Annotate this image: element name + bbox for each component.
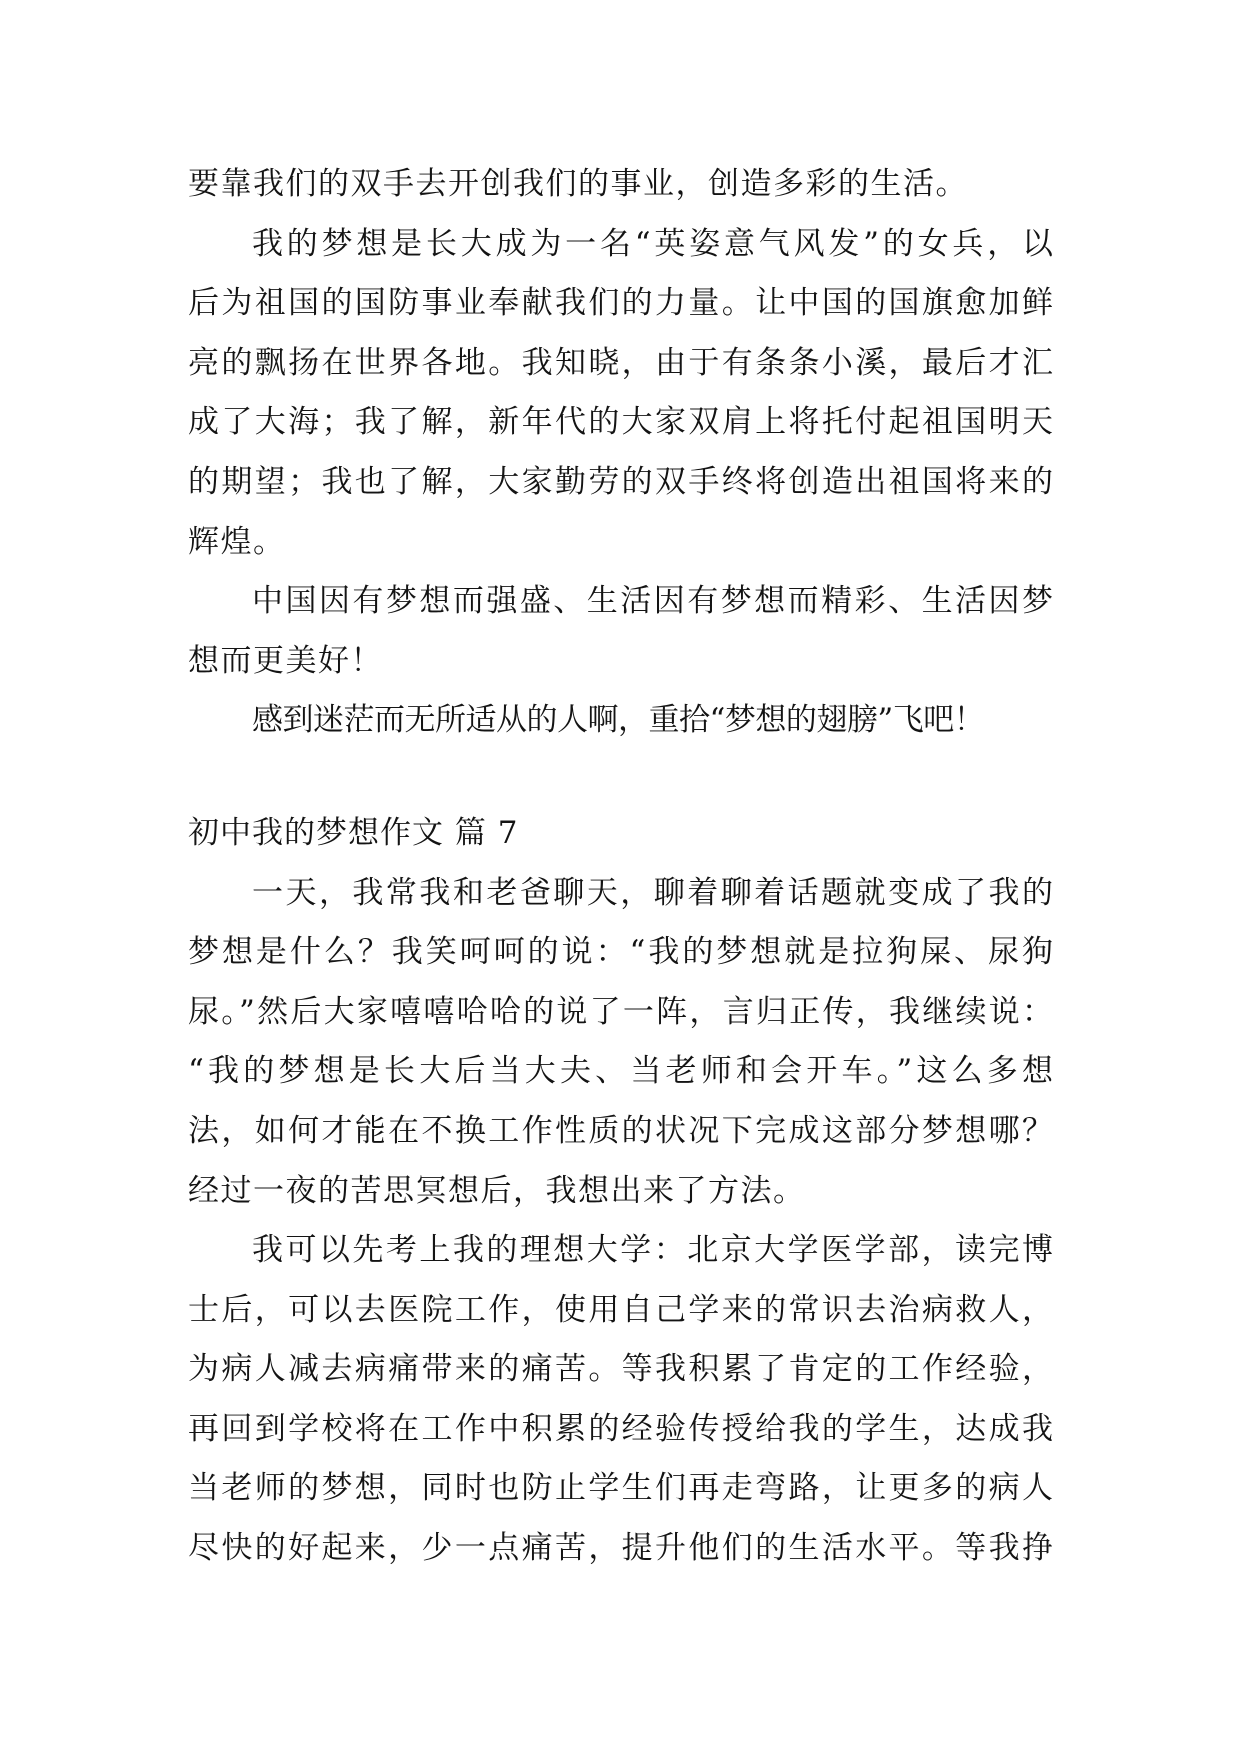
text-line: 尿。”然后大家嘻嘻哈哈的说了一阵，言归正传，我继续说： <box>188 993 1053 1030</box>
text-line: 为病人减去病痛带来的痛苦。等我积累了肯定的工作经验， <box>188 1351 1053 1388</box>
text-line: 再回到学校将在工作中积累的经验传授给我的学生，达成我 <box>188 1410 1053 1447</box>
page-content <box>188 155 1053 1579</box>
text-line: 亮的飘扬在世界各地。我知晓，由于有条条小溪，最后才汇 <box>188 344 1053 381</box>
paragraph <box>188 155 1053 215</box>
paragraph <box>188 215 1053 573</box>
paragraph <box>188 572 1053 691</box>
text-line: “我的梦想是长大后当大夫、当老师和会开车。”这么多想 <box>188 1053 1053 1090</box>
text-line: 成了大海；我了解，新年代的大家双肩上将托付起祖国明天 <box>188 404 1053 441</box>
text-line: 中国因有梦想而强盛、生活因有梦想而精彩、生活因梦 <box>252 583 1053 620</box>
text-line: 尽快的好起来，少一点痛苦，提升他们的生活水平。等我挣 <box>188 1530 1053 1567</box>
text-line: 后为祖国的国防事业奉献我们的力量。让中国的国旗愈加鲜 <box>188 285 1053 322</box>
text-line: 我的梦想是长大成为一名“英姿意气风发”的女兵，以 <box>252 225 1053 262</box>
text-line: 要靠我们的双手去开创我们的事业，创造多彩的生活。 <box>188 166 968 202</box>
text-line: 辉煌。 <box>188 523 286 560</box>
text-line: 经过一夜的苦思冥想后，我想出来了方法。 <box>188 1172 806 1209</box>
section-heading: 初中我的梦想作文 篇 7 <box>188 814 519 851</box>
paragraph <box>188 691 1053 751</box>
text-line: 法，如何才能在不换工作性质的状况下完成这部分梦想哪？ <box>188 1112 1053 1149</box>
text-line: 梦想是什么？我笑呵呵的说：“我的梦想就是拉狗屎、尿狗 <box>188 934 1053 971</box>
paragraph <box>188 1221 1053 1579</box>
text-line: 当老师的梦想，同时也防止学生们再走弯路，让更多的病人 <box>188 1470 1053 1507</box>
text-line: 的期望；我也了解，大家勤劳的双手终将创造出祖国将来的 <box>188 463 1053 500</box>
text-line: 我可以先考上我的理想大学：北京大学医学部，读完博 <box>252 1232 1053 1269</box>
paragraph <box>188 864 1053 1222</box>
text-line: 想而更美好！ <box>188 642 383 679</box>
text-line: 士后，可以去医院工作，使用自己学来的常识去治病救人， <box>188 1291 1053 1328</box>
text-line: 感到迷茫而无所适从的人啊，重拾“梦想的翅膀”飞吧！ <box>252 702 985 739</box>
text-line: 一天，我常我和老爸聊天，聊着聊着话题就变成了我的 <box>252 874 1053 911</box>
